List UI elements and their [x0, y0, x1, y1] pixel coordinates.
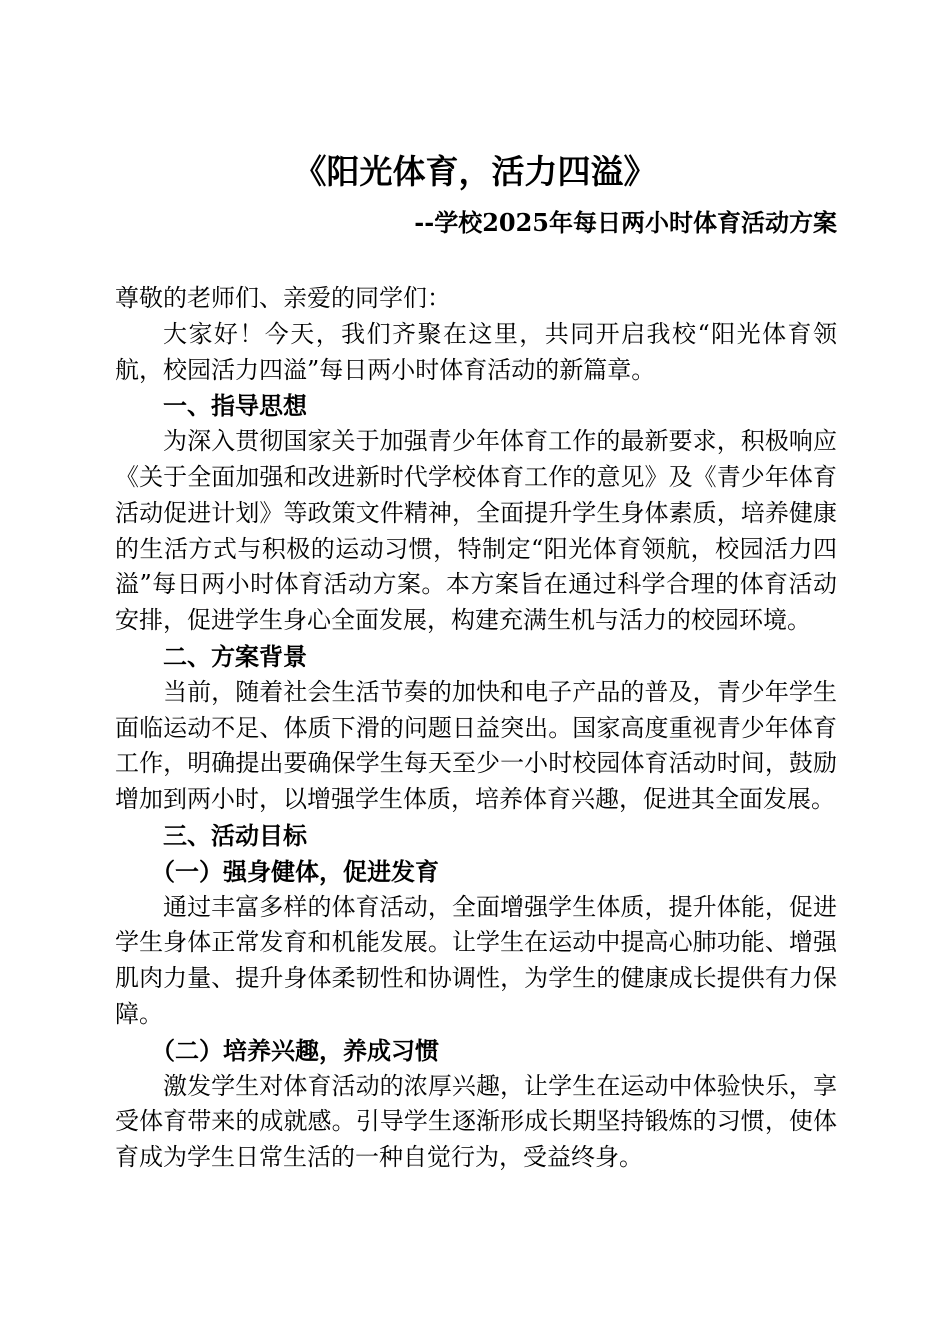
- document-title: 《阳光体育，活力四溢》: [293, 152, 657, 191]
- section-paragraph-background: 当前，随着社会生活节奏的加快和电子产品的普及，青少年学生面临运动不足、体质下滑的问题日益突出。国家高度重视青少年体育工作，明确提出要确保学生每天至少一小时校园体育活动时间，鼓励增加到两小时，以增强学生体质，培养体育兴趣，促进其全面发展。: [115, 677, 837, 814]
- document-body: [115, 281, 837, 1176]
- section-heading-goals: 三、活动目标: [163, 820, 307, 850]
- section-heading-guiding-thought: 一、指导思想: [163, 391, 307, 421]
- section-heading-background: 二、方案背景: [163, 641, 307, 671]
- section-paragraph-guiding-thought: 为深入贯彻国家关于加强青少年体育工作的最新要求，积极响应《关于全面加强和改进新时代学校体育工作的意见》及《青少年体育活动促进计划》等政策文件精神，全面提升学生身体素质，培养健康的生活方式与积极的运动习惯，特制定“阳光体育领航，校园活力四溢”每日两小时体育活动方案。本方案旨在通过科学合理的体育活动安排，促进学生身心全面发展，构建充满生机与活力的校园环境。: [115, 427, 837, 635]
- subsection-paragraph-fitness: 通过丰富多样的体育活动，全面增强学生体质，提升体能，促进学生身体正常发育和机能发展。让学生在运动中提高心肺功能、增强肌肉力量、提升身体柔韧性和协调性，为学生的健康成长提供有力保障。: [115, 892, 837, 1028]
- subsection-paragraph-interest: 激发学生对体育活动的浓厚兴趣，让学生在运动中体验快乐，享受体育带来的成就感。引导学生逐渐形成长期坚持锻炼的习惯，使体育成为学生日常生活的一种自觉行为，受益终身。: [115, 1071, 837, 1172]
- salutation: 尊敬的老师们、亲爱的同学们：: [115, 284, 451, 312]
- subsection-heading-interest: （二）培养兴趣，养成习惯: [151, 1035, 439, 1065]
- intro-paragraph: 大家好！今天，我们齐聚在这里，共同开启我校“阳光体育领航，校园活力四溢”每日两小时体育活动的新篇章。: [115, 319, 837, 384]
- subsection-heading-fitness: （一）强身健体，促进发育: [151, 856, 439, 886]
- document-subtitle: --学校2025年每日两小时体育活动方案: [414, 208, 837, 237]
